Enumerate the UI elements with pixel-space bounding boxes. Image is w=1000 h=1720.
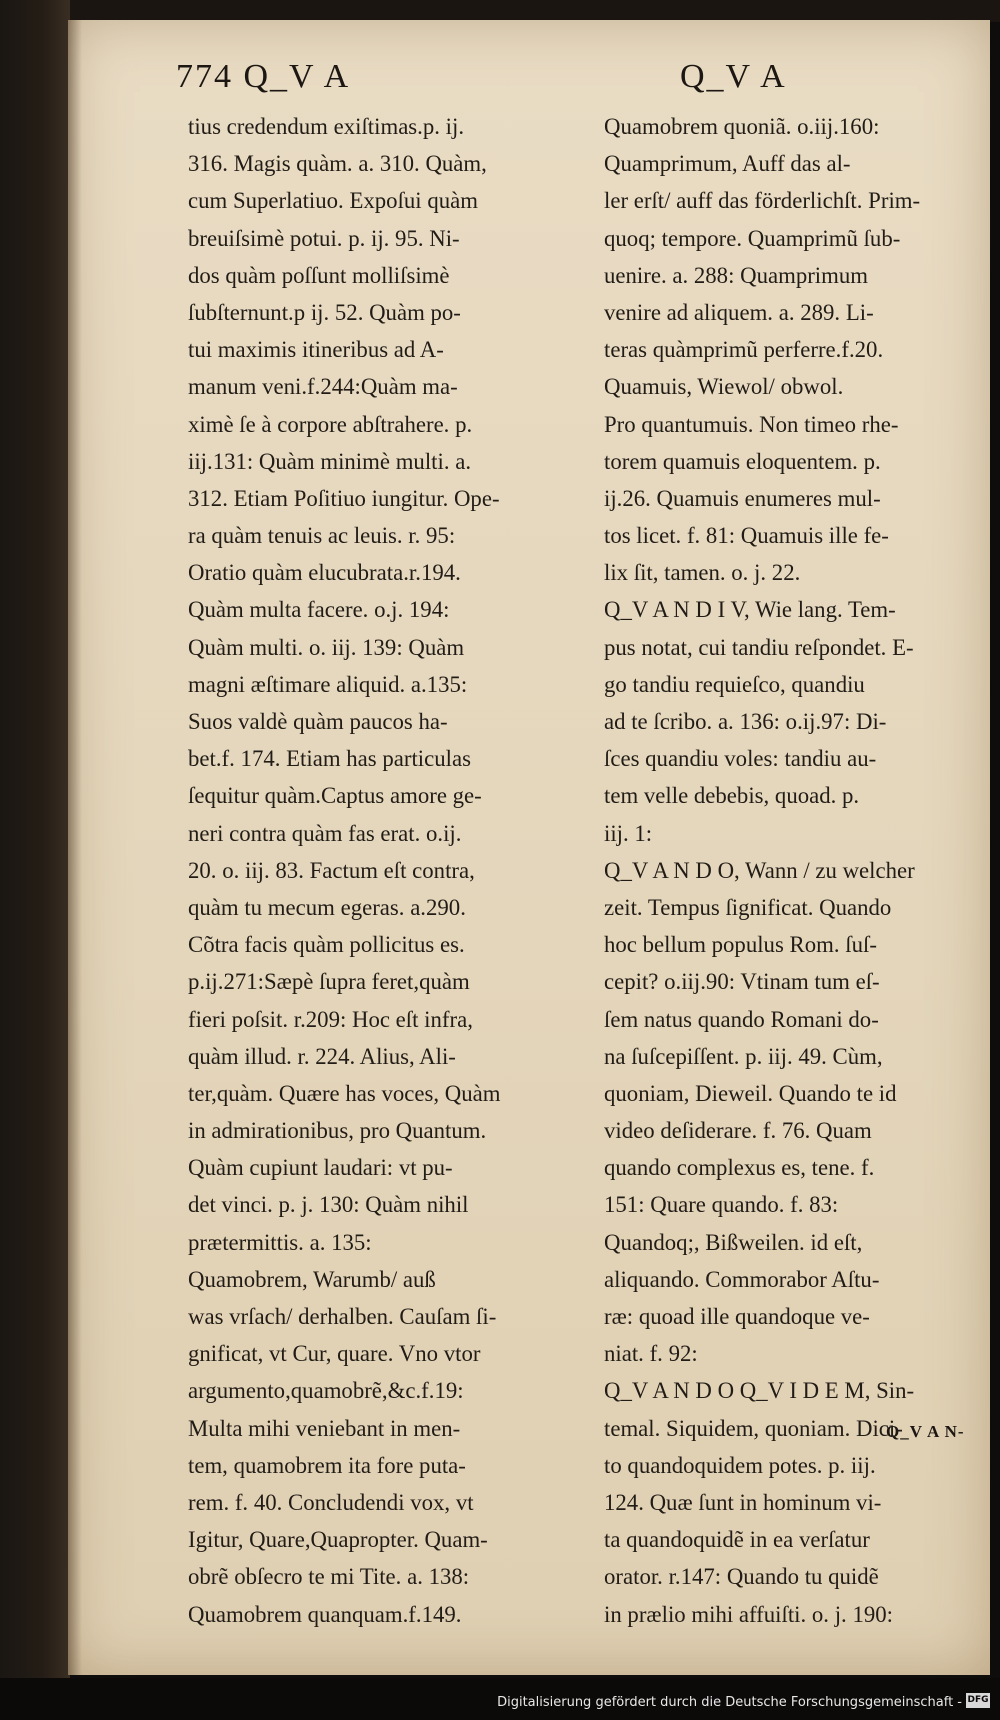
text-line: obrẽ obſecro te mi Tite. a. 138: (188, 1564, 470, 1590)
text-line: Quamobrem quoniã. o.iij.160: (604, 114, 880, 139)
text-line: Quamobrem, Warumb/ auß (188, 1266, 436, 1292)
text-line: Cõtra facis quàm pollicitus es. (188, 932, 465, 958)
scan-border-left (0, 0, 70, 1720)
text-line: p.ij.271:Sæpè ſupra feret,quàm (188, 969, 470, 995)
text-line: ſces quandiu voles: tandiu au- (604, 746, 877, 772)
text-line: dos quàm poſſunt molliſsimè (188, 262, 450, 288)
text-line: lix ſit, tamen. o. j. 22. (604, 560, 801, 586)
text-line: zeit. Tempus ſignificat. Quando (604, 894, 892, 920)
text-line: orator. r.147: Quando tu quidẽ (604, 1564, 879, 1590)
text-line: breuiſsimè potui. p. ij. 95. Ni- (188, 225, 460, 251)
text-line: 151: Quare quando. f. 83: (604, 1192, 839, 1218)
text-line: argumento,quamobrẽ,&c.f.19: (188, 1378, 464, 1404)
catchword: Q_V A N- (886, 1422, 965, 1441)
text-line: Quamobrem quanquam.f.149. (188, 1601, 462, 1627)
text-line: 312. Etiam Poſitiuo iungitur. Ope- (188, 485, 500, 511)
text-line: temal. Siquidem, quoniam. Dici- (604, 1415, 903, 1441)
left-text-column (188, 108, 590, 1633)
text-line: Q_V A N D O Q_V I D E M, Sin- (604, 1378, 915, 1404)
dfg-logo: DFG (966, 1693, 990, 1708)
page-gutter-shadow (68, 20, 82, 1675)
header-right: Q_V A (680, 58, 787, 95)
text-line: iij.131: Quàm minimè multi. a. (188, 448, 472, 474)
text-line: quoq; tempore. Quamprimũ ſub- (604, 225, 901, 251)
scan-border-top (0, 0, 1000, 22)
text-line: ad te ſcribo. a. 136: o.ij.97: Di- (604, 709, 887, 734)
text-line: ter,quàm. Quære has voces, Quàm (188, 1080, 501, 1106)
text-line: Quàm multi. o. iij. 139: Quàm (188, 634, 465, 660)
running-header (0, 58, 1000, 102)
text-line: ta quandoquidẽ in ea verſatur (604, 1527, 870, 1553)
text-line: tem, quamobrem ita fore puta- (188, 1452, 466, 1478)
text-line: Suos valdè quàm paucos ha- (188, 709, 448, 734)
text-line: ſem natus quando Romani do- (604, 1006, 879, 1032)
text-line: teras quàmprimũ perferre.f.20. (604, 337, 884, 363)
text-line: to quandoquidem potes. p. iij. (604, 1452, 876, 1478)
text-line: quando complexus es, tene. f. (604, 1155, 875, 1181)
text-line: ſequitur quàm.Captus amore ge- (188, 783, 482, 809)
text-line: quàm tu mecum egeras. a.290. (188, 894, 466, 920)
text-line: Oratio quàm elucubrata.r.194. (188, 560, 461, 586)
text-line: ler erſt/ auff das förderlichſt. Prim- (604, 188, 921, 214)
text-line: Quamprimum, Auff das al- (604, 151, 851, 177)
text-line: hoc bellum populus Rom. ſuſ- (604, 932, 877, 958)
text-line: uenire. a. 288: Quamprimum (604, 262, 869, 288)
text-line: niat. f. 92: (604, 1341, 698, 1367)
text-line: fieri poſsit. r.209: Hoc eſt infra, (188, 1006, 473, 1032)
text-line: Multa mihi veniebant in men- (188, 1415, 461, 1441)
text-line: manum veni.f.244:Quàm ma- (188, 374, 458, 400)
text-line: Quandoq;, Bißweilen. id eſt, (604, 1229, 863, 1255)
text-line: torem quamuis eloquentem. p. (604, 448, 881, 474)
text-line: Pro quantumuis. Non timeo rhe- (604, 411, 899, 437)
text-line: in prælio mihi affuiſti. o. j. 190: (604, 1601, 893, 1627)
text-line: pus notat, cui tandiu reſpondet. E- (604, 634, 914, 660)
text-line: det vinci. p. j. 130: Quàm nihil (188, 1192, 469, 1218)
header-left: 774 Q_V A (176, 58, 351, 95)
text-line: venire ad aliquem. a. 289. Li- (604, 299, 874, 325)
text-line: Quàm cupiunt laudari: vt pu- (188, 1155, 453, 1181)
text-line: 316. Magis quàm. a. 310. Quàm, (188, 151, 487, 177)
text-line: magni æſtimare aliquid. a.135: (188, 671, 468, 697)
text-line: video deſiderare. f. 76. Quam (604, 1118, 872, 1144)
text-line: in admirationibus, pro Quantum. (188, 1118, 487, 1144)
text-line: gnificat, vt Cur, quare. Vno vtor (188, 1341, 481, 1367)
text-line: 20. o. iij. 83. Factum eſt contra, (188, 857, 475, 883)
text-line: Q_V A N D I V, Wie lang. Tem- (604, 597, 896, 623)
text-line: cum Superlatiuo. Expoſui quàm (188, 188, 478, 214)
text-line: ij.26. Quamuis enumeres mul- (604, 485, 881, 511)
text-line: go tandiu requieſco, quandiu (604, 671, 865, 697)
text-line: Igitur, Quare,Quapropter. Quam- (188, 1527, 488, 1553)
footer-credit: Digitalisierung gefördert durch die Deutsche Forschungsgemeinschaft - (497, 1695, 962, 1710)
text-line: ximè ſe à corpore abſtrahere. p. (188, 411, 473, 437)
text-line: neri contra quàm fas erat. o.ij. (188, 820, 462, 846)
text-line: tos licet. f. 81: Quamuis ille fe- (604, 523, 889, 549)
text-line: was vrſach/ derhalben. Cauſam ſi- (188, 1304, 497, 1329)
text-line: ra quàm tenuis ac leuis. r. 95: (188, 523, 456, 549)
text-line: cepit? o.iij.90: Vtinam tum eſ- (604, 969, 880, 995)
text-line: Q_V A N D O, Wann / zu welcher (604, 857, 915, 883)
text-line: iij. 1: (604, 820, 653, 846)
text-line: 124. Quæ ſunt in hominum vi- (604, 1489, 882, 1515)
text-line: tius credendum exiſtimas.p. ij. (188, 114, 465, 139)
text-line: tem velle debebis, quoad. p. (604, 783, 860, 809)
text-line: Quamuis, Wiewol/ obwol. (604, 374, 844, 400)
text-line: rem. f. 40. Concludendi vox, vt (188, 1489, 474, 1515)
text-line: Quàm multa facere. o.j. 194: (188, 597, 450, 623)
text-line: ræ: quoad ille quandoque ve- (604, 1304, 870, 1329)
text-line: na ſuſcepiſſent. p. iij. 49. Cùm, (604, 1043, 883, 1069)
text-line: quàm illud. r. 224. Alius, Ali- (188, 1043, 456, 1069)
text-line: quoniam, Dieweil. Quando te id (604, 1080, 897, 1106)
text-line: ſubſternunt.p ij. 52. Quàm po- (188, 299, 461, 325)
right-text-column (604, 108, 996, 1633)
text-line: prætermittis. a. 135: (188, 1229, 372, 1255)
text-line: tui maximis itineribus ad A- (188, 337, 444, 363)
text-line: bet.f. 174. Etiam has particulas (188, 746, 471, 772)
text-line: aliquando. Commorabor Aſtu- (604, 1266, 880, 1292)
